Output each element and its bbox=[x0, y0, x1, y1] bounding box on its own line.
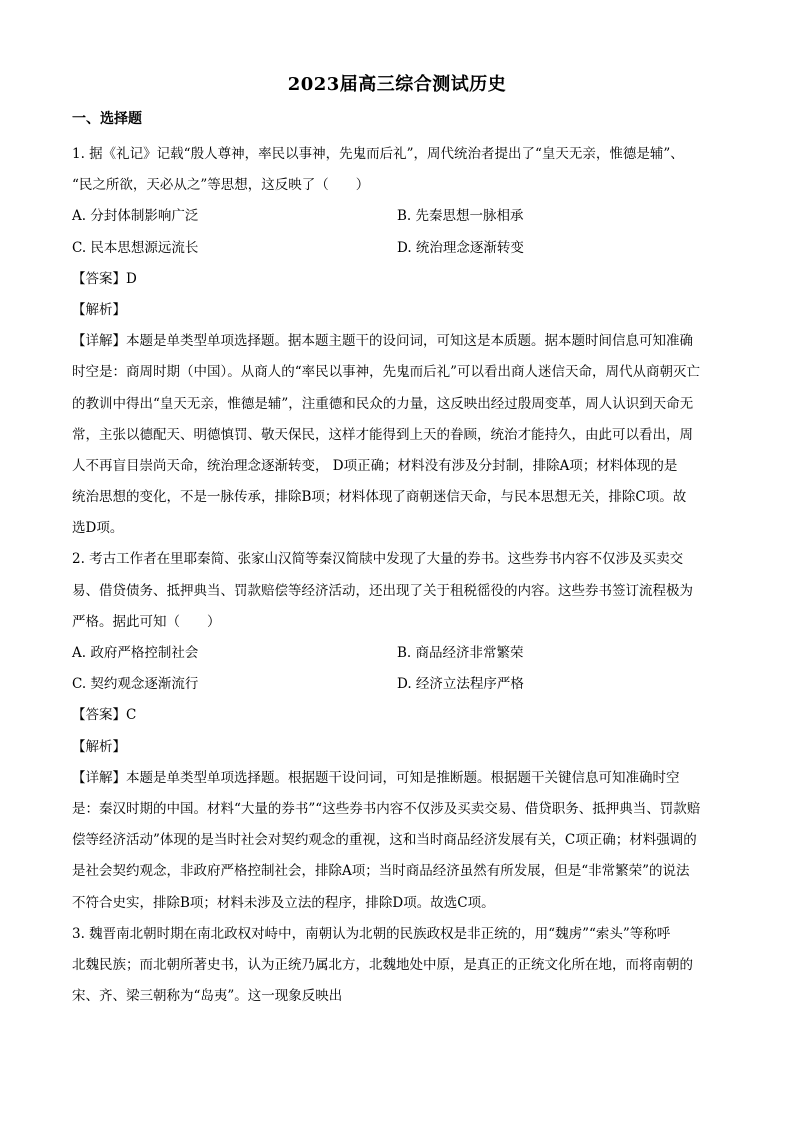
q1-detail-line: 常，主张以德配天、明德慎罚、敬天保民，这样才能得到上天的眷顾，统治才能持久，由此可以看出，周 bbox=[72, 426, 693, 443]
q2-detail-line: 是：秦汉时期的中国。材料“大量的券书”“这些券书内容不仅涉及买卖交易、借贷职务、抵押典当、罚款赔 bbox=[72, 800, 701, 817]
q2-answer: 【答案】C bbox=[72, 707, 137, 724]
q1-detail-line: 统治思想的变化，不是一脉传承，排除B项；材料体现了商朝迷信天命，与民本思想无关，排除C项。故 bbox=[72, 489, 687, 506]
q1-stem-line-1: 1. 据《礼记》记载“殷人尊神，率民以事神，先鬼而后礼”，周代统治者提出了“皇天无亲，惟德是辅”、 bbox=[72, 146, 684, 162]
q1-detail-line: 时空是：商周时期（中国）。从商人的“率民以事神，先鬼而后礼”可以看出商人迷信天命，周代从商朝灭亡 bbox=[72, 364, 701, 381]
section-heading: 一、选择题 bbox=[72, 111, 142, 127]
q2-analysis-label: 【解析】 bbox=[72, 738, 126, 755]
questions-content bbox=[72, 139, 722, 1012]
q2-stem-line: 易、借贷债务、抵押典当、罚款赔偿等经济活动，还出现了关于租税徭役的内容。这些券书签订流程极为 bbox=[72, 582, 693, 599]
q3-stem-line: 宋、齐、梁三朝称为“岛夷”。这一现象反映出 bbox=[72, 988, 343, 1005]
q2-options-row-2 bbox=[72, 669, 722, 700]
q1-option-d: D. 统治理念逐渐转变 bbox=[397, 239, 524, 256]
q2-option-a: A. 政府严格控制社会 bbox=[72, 645, 199, 661]
q2-options-row-1 bbox=[72, 638, 722, 669]
q2-detail-line: 【详解】本题是单类型单项选择题。根据题干设问词，可知是推断题。根据题干关键信息可知准确时空 bbox=[72, 769, 680, 786]
q3-stem-line: 3. 魏晋南北朝时期在南北政权对峙中，南朝认为北朝的民族政权是非正统的，用“魏虏”“索头”等称呼 bbox=[72, 925, 671, 942]
q2-option-d: D. 经济立法程序严格 bbox=[397, 676, 524, 693]
q2-detail-line: 是社会契约观念，非政府严格控制社会，排除A项；当时商品经济虽然有所发展，但是“非常繁荣”的说法 bbox=[72, 863, 690, 880]
q1-answer: 【答案】D bbox=[72, 270, 137, 287]
q1-options-row-2 bbox=[72, 233, 722, 264]
q2-option-b: B. 商品经济非常繁荣 bbox=[397, 645, 524, 661]
q3-stem-line: 北魏民族；而北朝所著史书，认为正统乃属北方，北魏地处中原，是真正的正统文化所在地，而将南朝的 bbox=[72, 956, 693, 973]
q1-detail-line: 人不再盲目崇尚天命，统治理念逐渐转变， D项正确；材料没有涉及分封制，排除A项；材料体现的是 bbox=[72, 457, 678, 474]
q1-option-c: C. 民本思想源远流长 bbox=[72, 239, 199, 256]
q2-stem-line: 严格。据此可知（ ） bbox=[72, 613, 221, 630]
q1-option-a: A. 分封体制影响广泛 bbox=[72, 208, 199, 225]
q1-detail-line: 选D项。 bbox=[72, 520, 124, 537]
q1-detail-line: 【详解】本题是单类型单项选择题。据本题主题干的设问词，可知这是本质题。据本题时间信息可知准确 bbox=[72, 333, 693, 350]
q2-detail-line: 不符合史实，排除B项；材料未涉及立法的程序，排除D项。故选C项。 bbox=[72, 894, 495, 911]
q1-stem-line-2: “民之所欲，天必从之”等思想，这反映了（ ） bbox=[72, 177, 370, 194]
q1-options-row-1 bbox=[72, 201, 722, 232]
q1-option-b: B. 先秦思想一脉相承 bbox=[397, 208, 524, 225]
document-title: 2023届高三综合测试历史 bbox=[287, 74, 507, 95]
q1-detail-line: 的教训中得出“皇天无亲，惟德是辅”，注重德和民众的力量，这反映出经过殷周变革，周人认识到天命无 bbox=[72, 395, 694, 412]
q2-detail-line: 偿等经济活动”体现的是当时社会对契约观念的重视，这和当时商品经济发展有关，C项正确；材料强调的 bbox=[72, 832, 697, 849]
q2-option-c: C. 契约观念逐渐流行 bbox=[72, 676, 199, 693]
q2-stem-line: 2. 考古工作者在里耶秦简、张家山汉简等秦汉简牍中发现了大量的券书。这些券书内容不仅涉及买卖交 bbox=[72, 551, 684, 568]
q1-analysis-label: 【解析】 bbox=[72, 301, 126, 318]
